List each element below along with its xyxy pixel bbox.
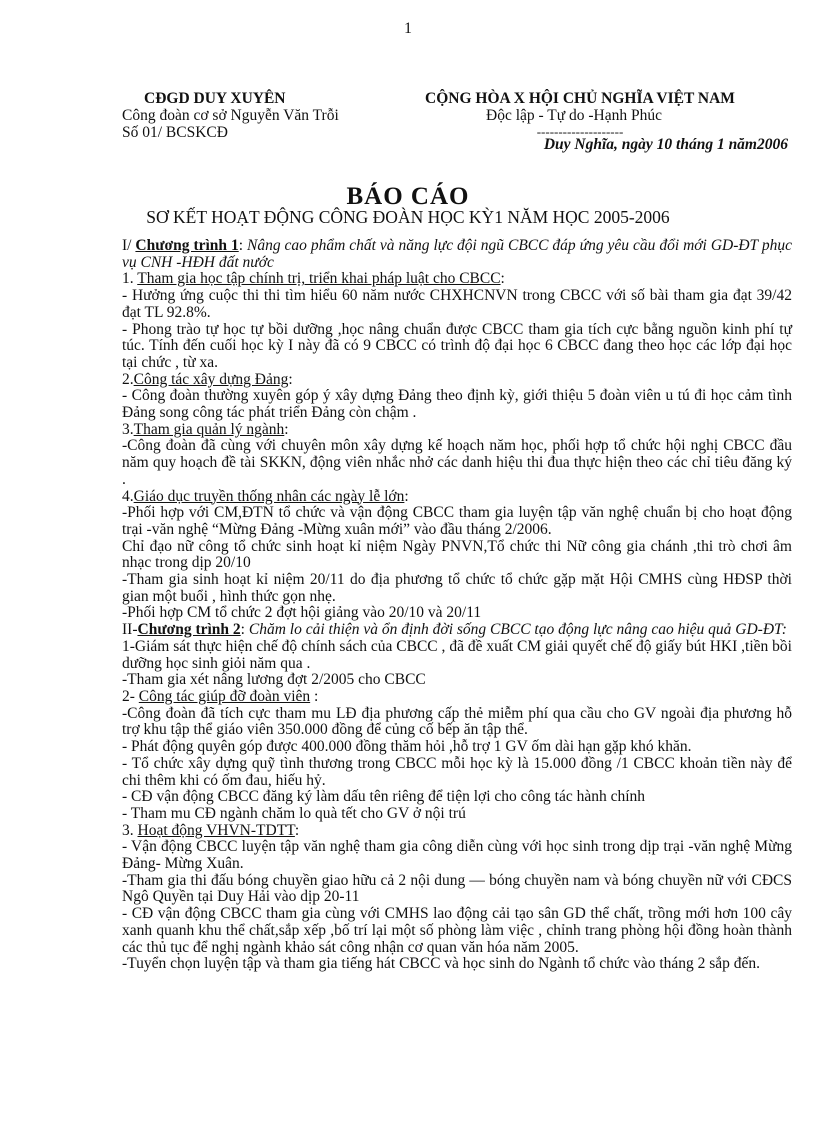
paragraph: - Tổ chức xây dựng quỹ tình thương trong CBCC mỗi học kỳ là 15.000 đồng /1 CBCC khoản tiền này để chi thêm khi có ốm đau, hiếu hỷ. bbox=[122, 754, 792, 789]
paragraph: - Phát động quyên góp được 400.000 đồng thăm hỏi ,hỗ trợ 1 GV ốm dài hạn gặp khó khăn. bbox=[122, 738, 692, 756]
item-heading bbox=[122, 489, 792, 506]
program-label: Chương trình 1 bbox=[135, 237, 239, 254]
issuer-block bbox=[122, 90, 339, 141]
item-heading bbox=[122, 372, 792, 389]
program-label: Chương trình 2 bbox=[137, 621, 241, 639]
issuer-org-name: CĐGD DUY XUYÊN bbox=[144, 90, 286, 107]
paragraph: -Công đoàn đã cùng với chuyên môn xây dựng kế hoạch năm học, phối hợp tổ chức hội nghị CBCC đầu năm quy hoạch đề tài SKKN, động viên nhắc nhở các danh hiệu thi đua thực hiện theo các chỉ tiêu đăng ký . bbox=[122, 437, 792, 488]
item-heading-text: Giáo dục truyền thống nhân các ngày lễ lớn bbox=[133, 487, 405, 505]
paragraph: - Công đoàn thường xuyên góp ý xây dựng Đảng theo định kỳ, giới thiệu 5 đoàn viên u tú đi học cảm tình Đảng song công tác phát triển Đảng còn chậm . bbox=[122, 387, 792, 422]
paragraph: - Hưởng ứng cuộc thi thi tìm hiểu 60 năm nước CHXHCNVN trong CBCC với số bài tham gia đạt 39/42 đạt TL 92.8%. bbox=[122, 287, 792, 321]
section-prefix: I/ bbox=[122, 237, 136, 254]
date-line: Duy Nghĩa, ngày 10 tháng 1 năm2006 bbox=[543, 136, 788, 153]
motto-rule: -------------------- bbox=[536, 124, 624, 139]
paragraph: - Phong trào tự học tự bồi dưỡng ,học nâng chuẩn được CBCC tham gia tích cực bằng nguồn kinh phí tự túc. Tính đến cuối học kỳ I này đã có 9 CBCC có trình độ đại học 6 CBCC đang theo học các lớp đại học tại chức , từ xa. bbox=[122, 320, 792, 371]
item-heading bbox=[122, 271, 792, 288]
paragraph: -Công đoàn đã tích cực tham mu LĐ địa phương cấp thẻ miễm phí qua cầu cho GV ngoài địa phương hỗ trợ khu tập thể giáo viên 350.000 đồng để củng cố bếp ăn tập thể. bbox=[122, 704, 792, 739]
paragraph: -Tuyển chọn luyện tập và tham gia tiếng hát CBCC và học sinh do Ngành tổ chức vào tháng 2 sắp đến. bbox=[122, 955, 761, 973]
paragraph: -Tham gia thi đấu bóng chuyền giao hữu cả 2 nội dung — bóng chuyền nam và bóng chuyền nữ với CĐCS Ngô Quyền tại Duy Hải vào dịp 20-11 bbox=[122, 871, 792, 906]
item-heading bbox=[122, 823, 792, 840]
report-body bbox=[122, 238, 792, 973]
program-goal: Nâng cao phẩm chất và năng lực đội ngũ CBCC đáp ứng yêu cầu đổi mới GD-ĐT phục vụ CNH -HĐH đất nước bbox=[122, 237, 792, 271]
program-2-heading bbox=[122, 622, 792, 639]
item-number: 3. bbox=[122, 821, 138, 839]
program-goal: Chăm lo cải thiện và ổn định đời sống CBCC tạo động lực nâng cao hiệu quả GD-ĐT: bbox=[248, 621, 787, 639]
program-1-heading bbox=[122, 238, 792, 271]
paragraph: Chỉ đạo nữ công tổ chức sinh hoạt kỉ niệm Ngày PNVN,Tổ chức thi Nữ công gia chánh ,thi trò chơi âm nhạc trong dịp 20/10 bbox=[122, 537, 792, 572]
item-number: 4. bbox=[122, 487, 134, 505]
item-number: 2- bbox=[122, 687, 139, 705]
paragraph: -Tham gia sinh hoạt kỉ niệm 20/11 do địa phương tổ chức tổ chức gặp mặt Hội CMHS cùng HĐSP thời gian một buổi , hình thức gọn nhẹ. bbox=[122, 571, 792, 605]
page-number: 1 bbox=[404, 20, 412, 37]
paragraph: 1-Giám sát thực hiện chế độ chính sách của CBCC , đã đề xuất CM giải quyết chế độ giấy bút HKI ,tiền bồi dưỡng học sinh giỏi năm qua . bbox=[122, 637, 792, 672]
item-number: 2. bbox=[122, 370, 134, 388]
separator: : bbox=[240, 621, 249, 639]
paragraph: -Tham gia xét nâng lương đợt 2/2005 cho CBCC bbox=[122, 671, 426, 689]
separator: : bbox=[284, 420, 289, 438]
separator: : bbox=[238, 237, 247, 254]
paragraph: -Phối hợp với CM,ĐTN tổ chức và vận động CBCC tham gia luyện tập văn nghệ chuẩn bị cho hoạt động trại -văn nghệ “Mừng Đảng -Mừng xuân mới” vào đầu tháng 2/2006. bbox=[122, 504, 792, 538]
item-number: 3. bbox=[122, 420, 134, 438]
nation-name: CỘNG HÒA X HỘI CHỦ NGHĨA VIỆT NAM bbox=[425, 90, 735, 107]
national-motto: Độc lập - Tự do -Hạnh Phúc bbox=[486, 107, 662, 124]
report-title: BÁO CÁO bbox=[346, 183, 470, 210]
section-prefix: II- bbox=[122, 621, 138, 639]
document-number: Số 01/ BCSKCĐ bbox=[122, 124, 228, 141]
item-heading-text: Hoạt động VHVN-TDTT bbox=[137, 821, 295, 839]
separator: : bbox=[288, 370, 293, 388]
item-heading bbox=[122, 689, 792, 706]
item-heading-text: Tham gia quản lý ngành bbox=[133, 420, 285, 438]
item-heading-text: Công tác giúp đỡ đoàn viên bbox=[138, 687, 311, 705]
item-heading bbox=[122, 422, 792, 439]
separator: : bbox=[404, 487, 409, 505]
report-subtitle: SƠ KẾT HOẠT ĐỘNG CÔNG ĐOÀN HỌC KỲ1 NĂM HỌC 2005-2006 bbox=[146, 207, 670, 227]
paragraph: - CĐ vận động CBCC đăng ký làm dấu tên riêng để tiện lợi cho công tác hành chính bbox=[122, 788, 646, 806]
separator: : bbox=[294, 821, 300, 839]
paragraph: - Tham mu CĐ ngành chăm lo quà tết cho GV ở nội trú bbox=[122, 804, 466, 822]
separator: : bbox=[310, 687, 319, 705]
item-heading-text: Công tác xây dựng Đảng bbox=[133, 370, 289, 388]
item-number: 1. bbox=[122, 270, 138, 288]
national-header bbox=[400, 90, 760, 140]
item-heading-text: Tham gia học tập chính trị, triển khai pháp luật cho CBCC bbox=[137, 270, 501, 288]
paragraph: -Phối hợp CM tổ chức 2 đợt hội giảng vào 20/10 và 20/11 bbox=[122, 604, 482, 622]
issuer-union-name: Công đoàn cơ sở Nguyễn Văn Trỗi bbox=[122, 107, 339, 124]
paragraph: - CĐ vận động CBCC tham gia cùng với CMHS lao động cải tạo sân GD thể chất, trồng mới hơn 100 cây xanh quanh khu thể chất,sắp xếp ,bố trí lại một số phòng làm việc , chỉnh trang phòng hội đồng hoàn thành các thủ tục để nghị ngành khảo sát công nhận cơ quan văn hóa năm 2005. bbox=[122, 905, 792, 956]
separator: : bbox=[500, 270, 505, 288]
paragraph: - Vận động CBCC luyện tập văn nghệ tham gia công diễn cùng với học sinh trong dịp trại -văn nghệ Mừng Đảng- Mừng Xuân. bbox=[122, 838, 792, 873]
